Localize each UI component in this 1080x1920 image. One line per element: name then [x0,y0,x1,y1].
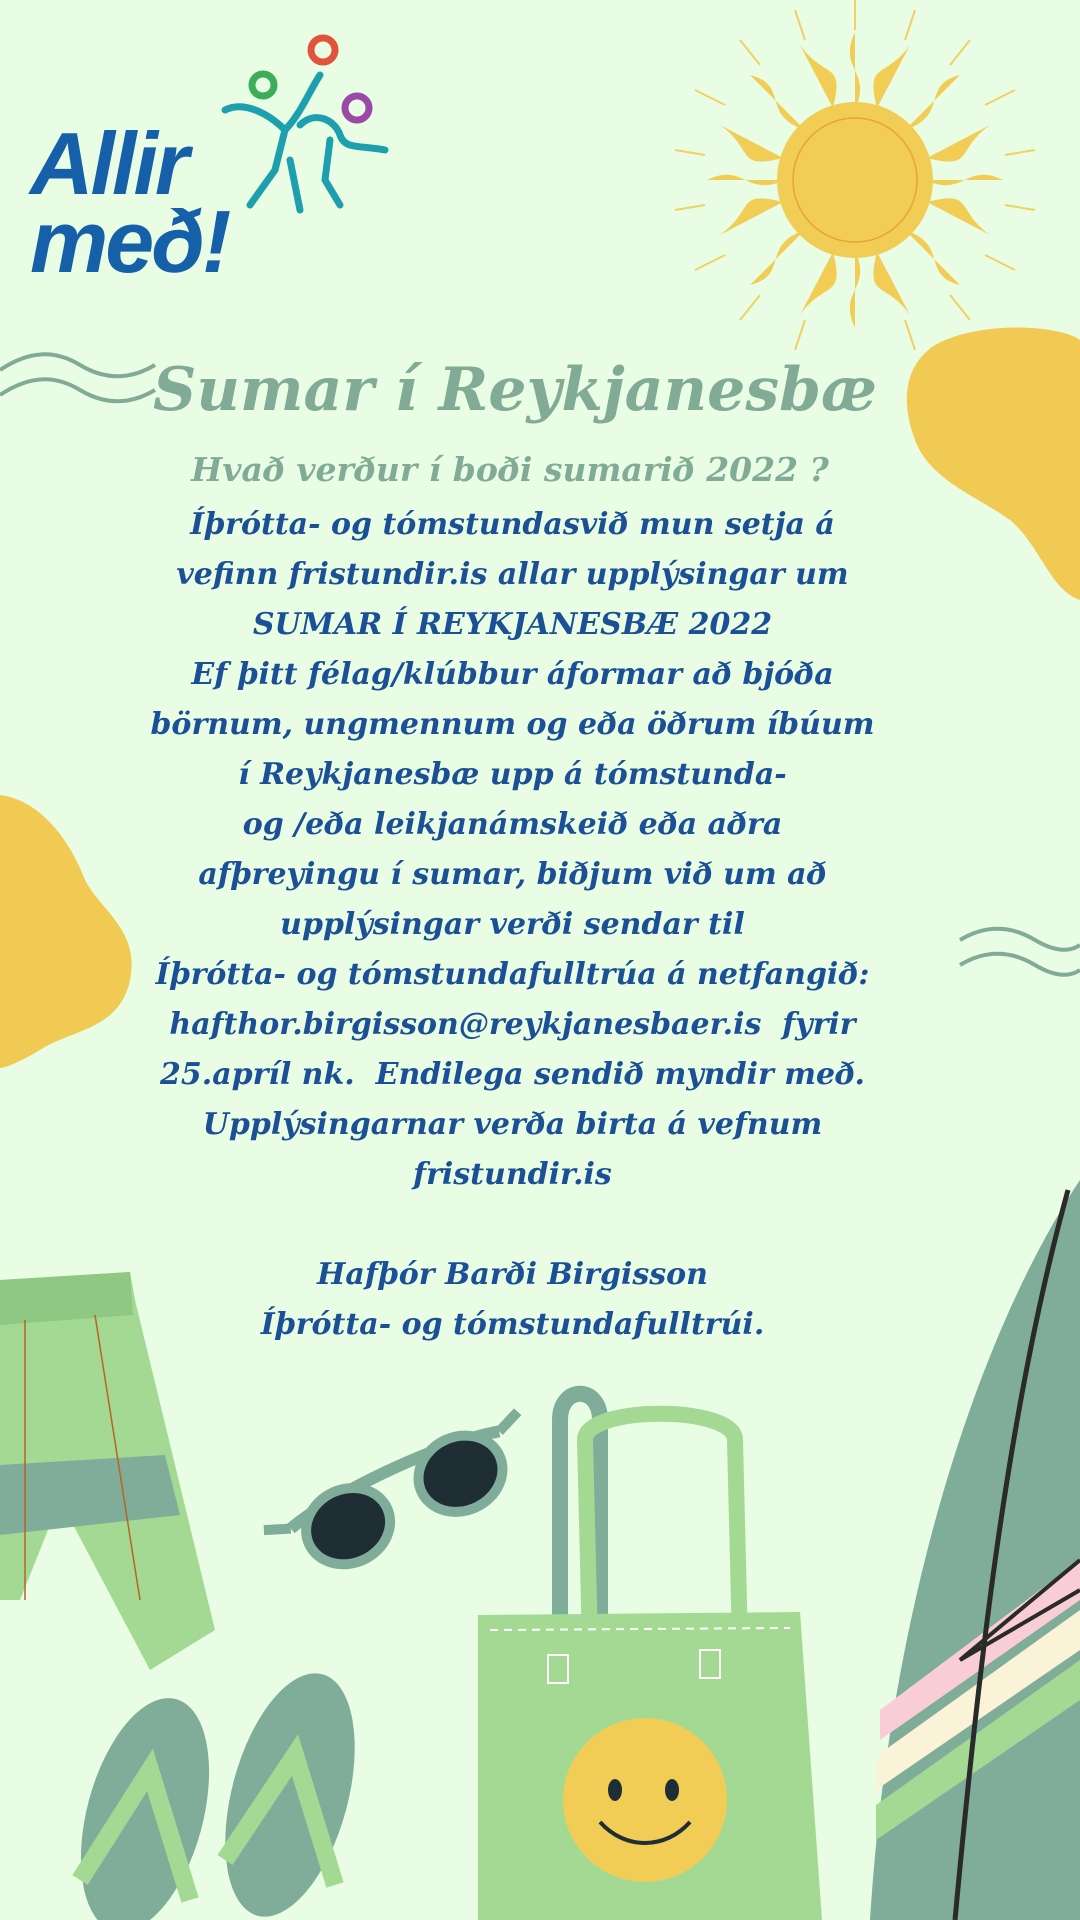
body-line: Íþrótta- og tómstundafulltrúa á netfangið: [155,957,870,992]
signature [60,1250,965,1350]
logo-line2: með! [30,192,229,291]
body-line: Íþrótta- og tómstundasvið mun setja á [190,507,835,542]
logo-line1: Allir [30,114,187,213]
body-line: upplýsingar verði sendar til [280,907,745,942]
signature-name: Hafþór Barði Birgisson [317,1257,708,1292]
body-line: 25.apríl nk. Endilega sendið myndir með. [160,1057,865,1092]
body-line: í Reykjanesbæ upp á tómstunda- [238,757,787,792]
body-line: Upplýsingarnar verða birta á vefnum [202,1107,823,1142]
signature-role: Íþrótta- og tómstundafulltrúi. [260,1307,765,1342]
page-title: Sumar í Reykjanesbæ [153,355,877,425]
body-line: vefinn fristundir.is allar upplýsingar um [176,557,849,592]
logo-wordmark [30,114,350,291]
smiley-icon [563,1718,727,1882]
body-line: Ef þitt félag/klúbbur áformar að bjóða [191,657,834,692]
sunglasses-icon [260,1403,549,1597]
sun-icon [675,0,1035,350]
page-subtitle: Hvað verður í boði sumarið 2022 ? [191,450,829,489]
body-line: og /eða leikjanámskeið eða aðra [242,807,783,842]
wave-lines-right [960,929,1080,975]
tote-bag-icon [478,1394,822,1920]
body-line: börnum, ungmennum og eða öðrum íbúum [150,707,875,742]
announcement-body [60,500,965,1200]
body-line: SUMAR Í REYKJANESBÆ 2022 [252,607,773,642]
email-line[interactable]: hafthor.birgisson@reykjanesbaer.is fyrir [169,1007,856,1042]
flip-flops-icon [58,1659,378,1920]
website-line[interactable]: fristundir.is [413,1157,612,1192]
body-line: afþreyingu í sumar, biðjum við um að [198,857,827,892]
